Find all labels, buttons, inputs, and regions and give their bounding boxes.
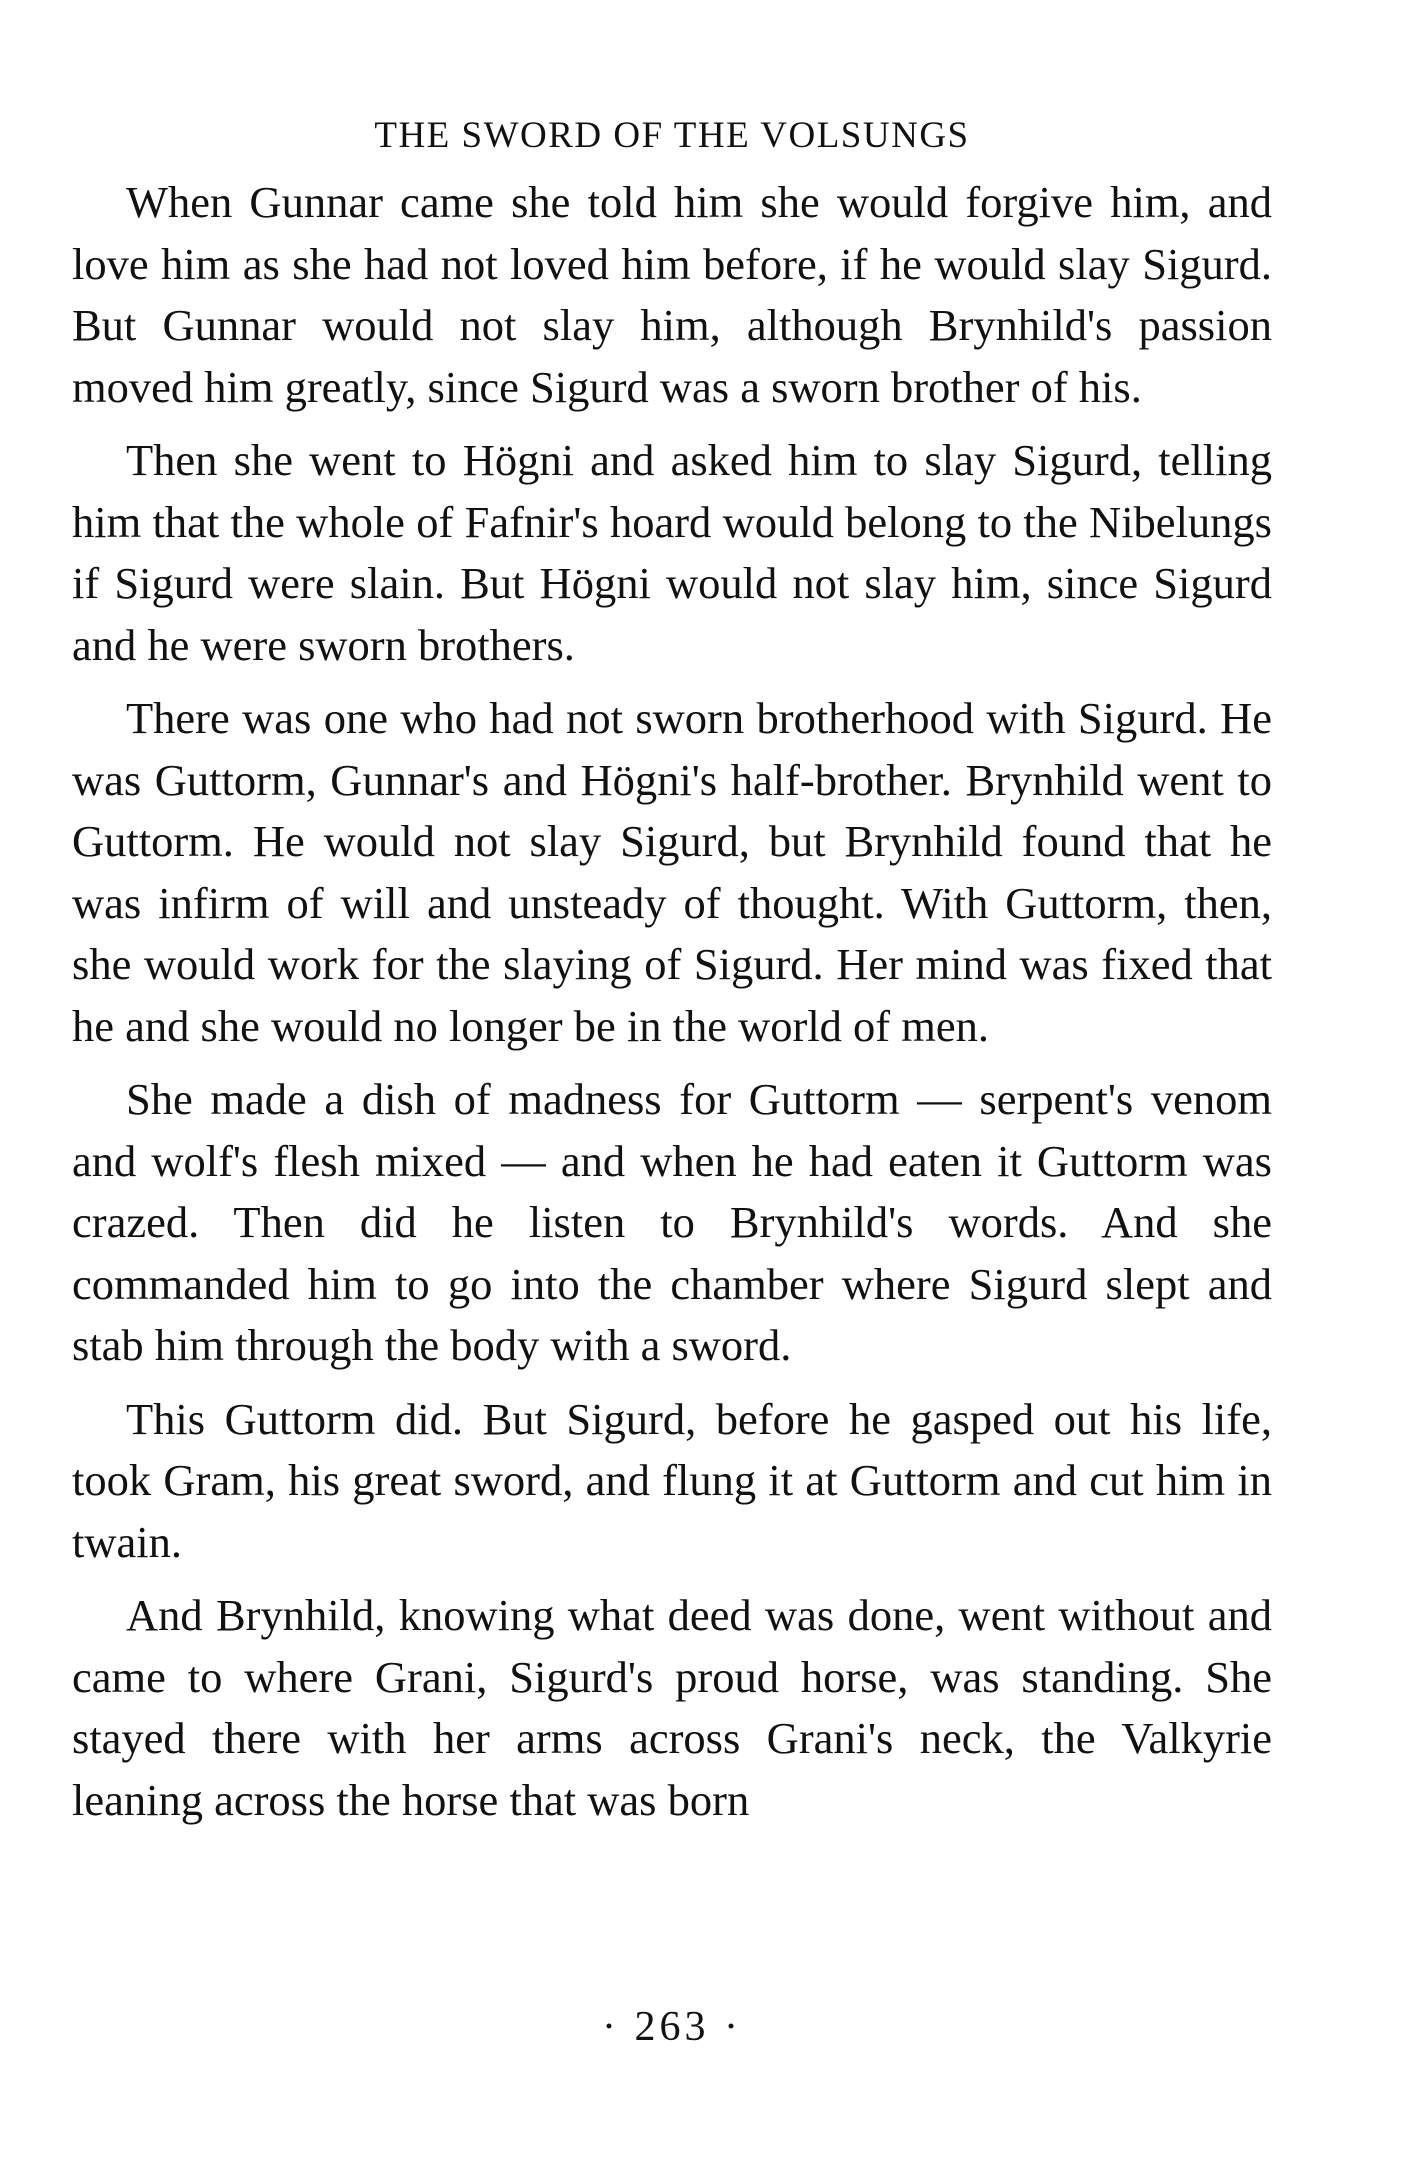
paragraph: When Gunnar came she told him she would forgive him, and love him as she had not loved him before, if he would slay Sigurd. But Gunnar would not slay him, although Brynhild's passion moved him greatly, since Sigurd was a sworn brother of his. (72, 177, 1272, 412)
paragraph: And Brynhild, knowing what deed was done, went without and came to where Grani, Sigurd's proud horse, was standing. She stayed there with her arms across Grani's neck, the Valkyrie leaning across the horse that was born (72, 1590, 1272, 1825)
running-head: THE SWORD OF THE VOLSUNGS (374, 115, 970, 156)
body-text (72, 172, 1272, 1831)
paragraph: She made a dish of madness for Guttorm — serpent's venom and wolf's flesh mixed — and when he had eaten it Guttorm was crazed. Then did he listen to Brynhild's words. And she commanded him to go into the chamber where Sigurd slept and stab him through the body with a sword. (72, 1074, 1272, 1370)
page-number: · 263 · (602, 2004, 742, 2050)
paragraph: There was one who had not sworn brotherhood with Sigurd. He was Guttorm, Gunnar's and Högni's half-brother. Brynhild went to Guttorm. He would not slay Sigurd, but Brynhild found that he was infirm of will and unsteady of thought. With Guttorm, then, she would work for the slaying of Sigurd. Her mind was fixed that he and she would no longer be in the world of men. (72, 693, 1272, 1051)
book-page (72, 88, 1272, 2128)
paragraph: Then she went to Högni and asked him to slay Sigurd, telling him that the whole of Fafnir's hoard would belong to the Nibelungs if Sigurd were slain. But Högni would not slay him, since Sigurd and he were sworn brothers. (72, 435, 1272, 670)
paragraph: This Guttorm did. But Sigurd, before he gasped out his life, took Gram, his great sword, and flung it at Guttorm and cut him in twain. (72, 1393, 1272, 1567)
